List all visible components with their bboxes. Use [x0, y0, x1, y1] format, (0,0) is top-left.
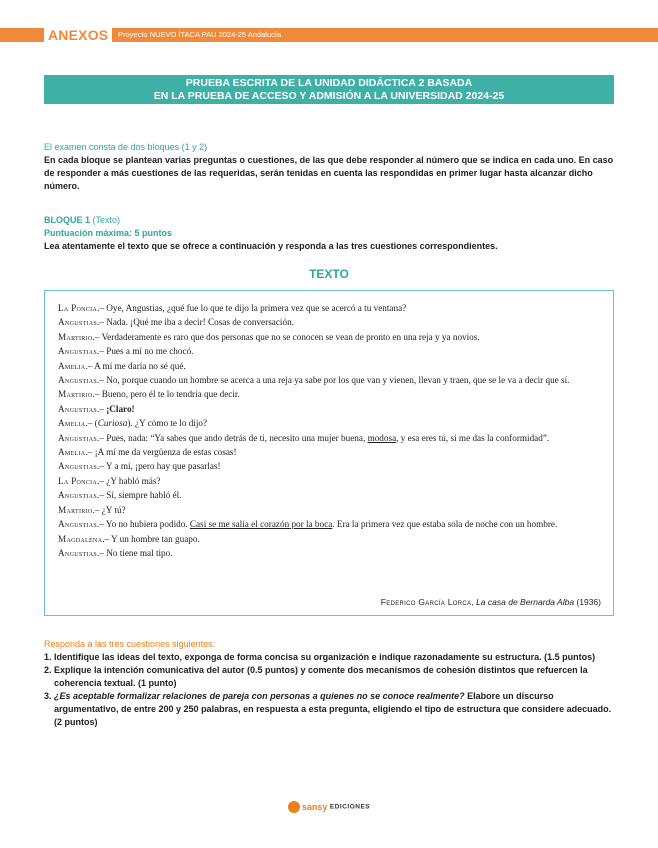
text-line: Angustias.– No, porque cuando un hombre se acerca a una reja ya sabe por los que van y vienen, llevan y traen, que se le va a decir que sí. — [58, 375, 570, 386]
exam-title-line1: PRUEBA ESCRITA DE LA UNIDAD DIDÁCTICA 2 BASADA — [185, 77, 473, 89]
questions-heading: Responda a las tres cuestiones siguientes: — [44, 639, 216, 649]
text-line: Amelia.– (Curiosa). ¿Y cómo te lo dijo? — [58, 418, 208, 429]
text-line: Angustias.– Pues, nada: “Ya sabes que ando detrás de ti, necesito una mujer buena, modosa, y esa eres tú, si me das la conformidad”. — [58, 432, 550, 443]
intro-heading: El examen consta de dos bloques (1 y 2) — [44, 142, 208, 152]
bloque-instruction: Lea atentamente el texto que se ofrece a continuación y responda a las tres cuestiones correspondientes. — [44, 241, 498, 251]
text-line: Martirio.– Verdaderamente es raro que dos personas que no se conocen se vean de pronto en una reja y ya novios. — [58, 331, 480, 342]
project-label: Proyecto NUEVO ÍTACA PAU 2024-25 Andalucía — [118, 30, 282, 39]
text-line: Angustias.– ¡Claro! — [58, 403, 135, 414]
texto-heading: TEXTO — [309, 267, 349, 281]
text-line: Angustias.– No tiene mal tipo. — [58, 547, 173, 558]
question-2: 2. Explique la intención comunicativa del autor (0.5 puntos) y comente dos mecanismos de cohesión distintos que refuercen la coherencia textual. (1 punto) — [54, 664, 616, 690]
brand-name: sansy — [301, 802, 328, 812]
bloque-label: BLOQUE 1 — [44, 215, 91, 225]
questions-section — [44, 638, 616, 729]
text-line: Martirio.– ¿Y tú? — [58, 504, 126, 515]
questions-list — [44, 651, 616, 729]
brand-logo-icon — [288, 801, 300, 813]
question-1: 1. Identifique las ideas del texto, exponga de forma concisa su organización e indique razonadamente su estructura. (1.5 puntos) — [54, 651, 616, 664]
text-line: Amelia.– ¡A mí me da vergüenza de estas cosas! — [58, 447, 237, 458]
text-line: Martirio.– Bueno, pero él te lo tendría que decir. — [58, 389, 240, 400]
text-line: Angustias.– Nada. ¡Qué me iba a decir! Cosas de conversación. — [58, 317, 294, 328]
text-line: Angustias.– Yo no hubiera podido. Casi se me salía el corazón por la boca. Era la primera vez que estaba sola de noche con un hombre. — [58, 519, 558, 530]
intro-section — [44, 141, 616, 193]
text-attribution: Federico García Lorca, La casa de Bernarda Alba (1936) — [380, 597, 601, 607]
text-line: La Poncia.– Oye, Angustias, ¿qué fue lo que te dijo la primera vez que se acercó a tu ventana? — [58, 303, 407, 313]
text-line: Angustias.– Y a mí, ¡pero hay que pasarlas! — [58, 461, 221, 472]
footer-logo — [0, 801, 658, 813]
bloque-section — [44, 214, 616, 253]
exam-title-line2: EN LA PRUEBA DE ACCESO Y ADMISIÓN A LA UNIVERSIDAD 2024-25 — [153, 90, 505, 102]
section-label: ANEXOS — [44, 27, 112, 43]
text-line: Angustias.– Pues a mí no me chocó. — [58, 346, 194, 357]
brand-sub: EDICIONES — [329, 803, 371, 811]
text-line: La Poncia.– ¿Y habló más? — [58, 475, 161, 486]
intro-body: En cada bloque se plantean varias preguntas o cuestiones, de las que debe responder al número que se indica en cada uno. En caso de responder a más cuestiones de las requeridas, serán tenidas en cuenta las respondidas en primer lugar hasta alcanzar dicho número. — [44, 155, 614, 191]
exam-title — [44, 75, 614, 104]
text-line: Magdalena.– Y un hombre tan guapo. — [58, 533, 200, 544]
text-line: Angustias.– Sí, siempre habló él. — [58, 490, 182, 501]
text-line: Amelia.– A mí me daría no sé qué. — [58, 360, 186, 371]
literary-text-box — [44, 290, 614, 616]
question-3: 3. ¿Es aceptable formalizar relaciones de pareja con personas a quienes no se conoce realmente? Elabore un discurso argumentativo, de entre 200 y 250 palabras, en respuesta a esta pregunta, eligiendo el tipo de estructura que considere adecuado. (2 puntos) — [54, 690, 616, 729]
bloque-points: Puntuación máxima: 5 puntos — [44, 228, 173, 238]
bloque-sub: (Texto) — [92, 215, 121, 225]
